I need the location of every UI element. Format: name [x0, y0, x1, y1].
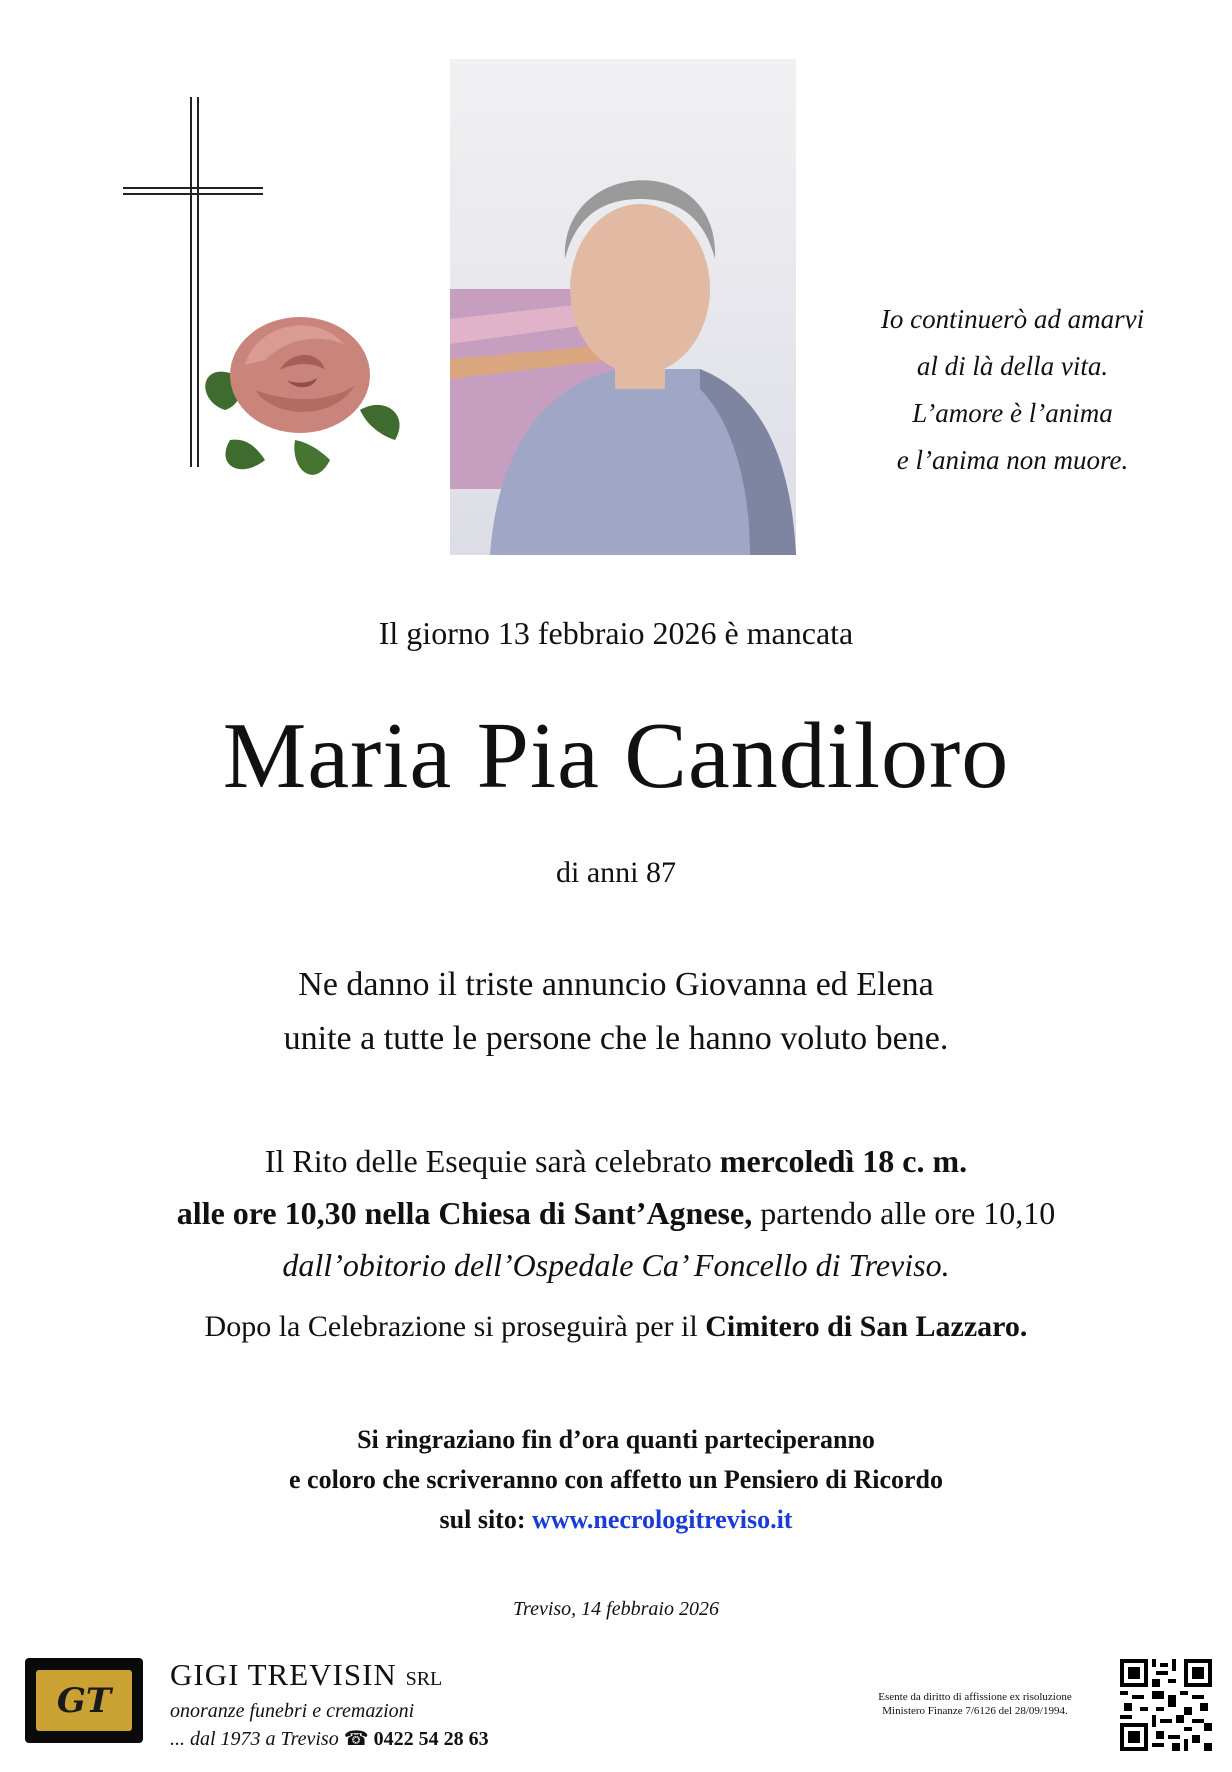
cross-horizontal-line — [123, 187, 263, 189]
verse-line: e l’anima non muore. — [896, 445, 1129, 475]
since-text: ... dal 1973 a Treviso — [170, 1728, 339, 1750]
rite-time-place: alle ore 10,30 nella Chiesa di Sant’Agnese, — [176, 1195, 753, 1231]
company-since — [170, 1726, 489, 1751]
verse-line: al di là della vita. — [916, 351, 1109, 381]
age-text: di anni 87 — [556, 856, 676, 889]
qr-code-icon[interactable] — [1120, 1659, 1212, 1751]
verse-line: Io continuerò ad amarvi — [880, 304, 1145, 334]
after-text: Dopo la Celebrazione si proseguirà per il — [204, 1310, 706, 1343]
cemetery-name: Cimitero di San Lazzaro. — [705, 1310, 1028, 1343]
company-tagline: onoranze funebri e cremazioni — [170, 1700, 415, 1722]
thanks-text — [0, 1420, 1232, 1540]
rite-date: mercoledì 18 c. m. — [719, 1143, 968, 1179]
thanks-line: Si ringraziano fin d’ora quanti parteciperanno — [357, 1425, 875, 1454]
rite-line — [0, 1135, 1232, 1187]
funeral-rite-info — [0, 1135, 1232, 1291]
announcement-line: unite a tutte le persone che le hanno voluto bene. — [283, 1020, 949, 1057]
rite-text: partendo alle ore 10,10 — [752, 1195, 1056, 1231]
logo-letters: GT — [56, 1680, 112, 1721]
portrait-photo — [450, 59, 796, 555]
cross-horizontal-line — [123, 193, 263, 195]
phone-number[interactable]: 0422 54 28 63 — [373, 1728, 489, 1750]
verse — [835, 296, 1190, 484]
rite-text: Il Rito delle Esequie sarà celebrato — [264, 1143, 720, 1179]
announcement-line: Ne danno il triste annuncio Giovanna ed Elena — [298, 966, 934, 1003]
thanks-line: e coloro che scriveranno con affetto un Pensiero di Ricordo — [289, 1465, 943, 1494]
thanks-line — [0, 1500, 1232, 1540]
intro-text: Il giorno 13 febbraio 2026 è mancata — [378, 615, 854, 651]
exemption-line: Esente da diritto di affissione ex risoluzione — [878, 1691, 1072, 1703]
exemption-note — [840, 1690, 1110, 1718]
verse-line: L’amore è l’anima — [912, 398, 1113, 428]
logo-inner — [36, 1670, 132, 1731]
rite-line — [0, 1187, 1232, 1239]
exemption-line: Ministero Finanze 7/6126 del 28/09/1994. — [882, 1705, 1068, 1717]
company-logo — [25, 1658, 143, 1743]
cross-vertical-line — [190, 97, 192, 467]
site-label: sul sito: — [439, 1505, 532, 1534]
company-name — [170, 1657, 442, 1693]
rite-line: dall’obitorio dell’Ospedale Ca’ Foncello di Treviso. — [282, 1247, 950, 1283]
website-link[interactable]: www.necrologitreviso.it — [532, 1505, 793, 1534]
announcement — [0, 958, 1232, 1066]
company-suffix: SRL — [405, 1668, 443, 1690]
rose-icon — [195, 290, 415, 490]
phone-icon: ☎ — [343, 1728, 369, 1750]
after-ceremony-text — [0, 1310, 1232, 1344]
deceased-name: Maria Pia Candiloro — [222, 704, 1010, 808]
company-title: GIGI TREVISIN — [170, 1657, 397, 1692]
issue-date: Treviso, 14 febbraio 2026 — [513, 1598, 719, 1620]
